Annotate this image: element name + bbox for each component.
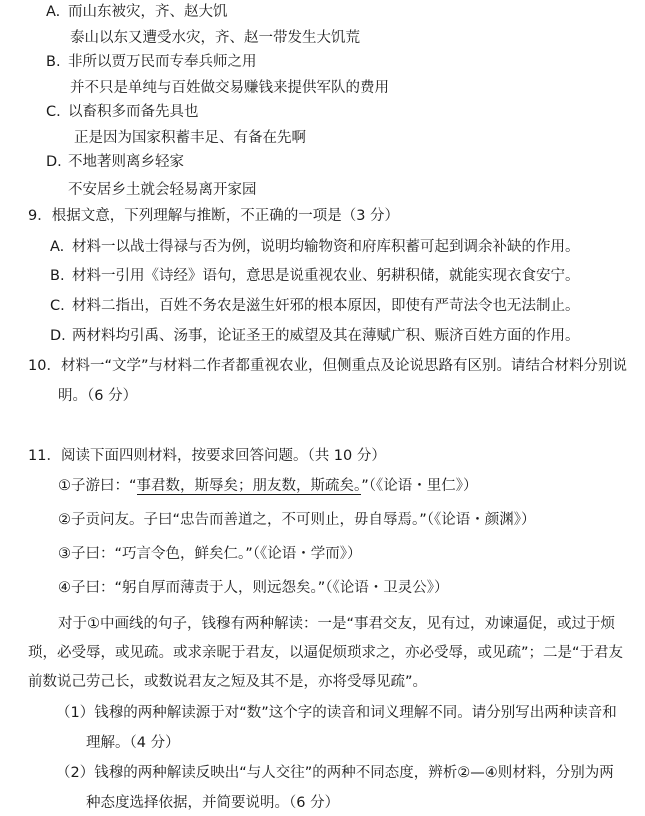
option-letter: B. xyxy=(50,268,65,284)
option-text: 以畜积多而备先具也 xyxy=(68,104,199,120)
q10-text-line2: 明。（6 分） xyxy=(58,388,138,404)
q9-option-a xyxy=(50,237,580,257)
q11-paragraph-line2: 琐，必受辱，或见疏。或求亲昵于君友，以逼促烦琐求之，亦必受辱，或见疏”；二是“于君友 xyxy=(28,645,624,661)
option-letter: D. xyxy=(50,328,66,344)
q8-option-a-gloss: 泰山以东又遭受水灾，齐、赵一带发生大饥荒 xyxy=(70,30,360,46)
q10-text-line1: 10．材料一“文学”与材料二作者都重视农业，但侧重点及论说思路有区别。请结合材料分别说 xyxy=(28,358,627,374)
q11-material-3 xyxy=(58,544,362,564)
q11-paragraph-line1: 对于①中画线的句子，钱穆有两种解读：一是“事君交友，见有过，劝谏逼促，或过于烦 xyxy=(58,616,616,632)
q11-sub1-line2: 理解。（4 分） xyxy=(86,735,180,751)
option-letter: D. xyxy=(46,154,62,170)
q8-option-d-gloss: 不安居乡土就会轻易离开家园 xyxy=(68,182,257,198)
option-letter: C. xyxy=(46,104,61,120)
q9-stem: 9．根据文意，下列理解与推断，不正确的一项是（3 分） xyxy=(28,208,400,224)
option-letter: C. xyxy=(50,298,65,314)
option-text: 而山东被灾，齐、赵大饥 xyxy=(68,4,228,20)
q11-material-2 xyxy=(58,510,536,530)
q11-sub1-line1: （1）钱穆的两种解读源于对“数”这个字的读音和词义理解不同。请分别写出两种读音和 xyxy=(56,705,617,721)
material-pre: 子曰：“躬自厚而薄责于人，则远怨矣。”（《论语・卫灵公》） xyxy=(71,580,449,596)
q9-option-d xyxy=(50,326,580,346)
q8-option-a xyxy=(46,2,228,22)
q11-sub2-line2: 种态度选择依据，并简要说明。（6 分） xyxy=(86,795,340,811)
q9-option-c xyxy=(50,296,580,316)
option-text: 不地著则离乡轻家 xyxy=(68,154,184,170)
material-pre: 子曰：“巧言令色，鲜矣仁。”（《论语・学而》） xyxy=(71,546,362,562)
material-post: ”（《论语・里仁》） xyxy=(361,478,478,494)
option-letter: A. xyxy=(46,4,61,20)
option-text: 材料一引用《诗经》语句，意思是说重视农业、躬耕积储，就能实现衣食安宁。 xyxy=(72,268,580,284)
q11-stem: 11．阅读下面四则材料，按要求回答问题。（共 10 分） xyxy=(28,448,386,464)
material-number: ④ xyxy=(58,580,71,596)
q8-option-d xyxy=(46,152,184,172)
material-number: ① xyxy=(58,478,71,494)
option-text: 材料一以战士得禄与否为例，说明均输物资和府库积蓄可起到调余补缺的作用。 xyxy=(72,239,580,255)
option-text: 材料二指出，百姓不务农是滋生奸邪的根本原因，即使有严苛法令也无法制止。 xyxy=(72,298,580,314)
material-number: ③ xyxy=(58,546,71,562)
q11-sub2-line1: （2）钱穆的两种解读反映出“与人交往”的两种不同态度，辨析②—④则材料，分别为两 xyxy=(56,765,614,781)
option-text: 两材料均引禹、汤事，论证圣王的威望及其在薄赋广积、赈济百姓方面的作用。 xyxy=(72,328,580,344)
material-underlined: 事君数，斯辱矣；朋友数，斯疏矣。 xyxy=(136,478,362,494)
option-letter: A. xyxy=(50,239,65,255)
q11-material-4 xyxy=(58,578,449,598)
q8-option-b-gloss: 并不只是单纯与百姓做交易赚钱来提供军队的费用 xyxy=(70,80,389,96)
q11-paragraph-line3: 前数说己劳己长，或数说君友之短及其不是，亦将受辱见疏”。 xyxy=(28,674,428,690)
option-text: 非所以贾万民而专奉兵师之用 xyxy=(68,54,257,70)
material-pre: 子贡问友。子曰“忠告而善道之，不可则止，毋自辱焉。”（《论语・颜渊》） xyxy=(71,512,536,528)
q9-option-b xyxy=(50,266,580,286)
material-number: ② xyxy=(58,512,71,528)
option-letter: B. xyxy=(46,54,61,70)
material-pre: 子游曰：“ xyxy=(71,478,137,494)
q8-option-b xyxy=(46,52,257,72)
q11-material-1 xyxy=(58,476,478,496)
q8-option-c-gloss: 正是因为国家积蓄丰足、有备在先啊 xyxy=(74,130,306,146)
q8-option-c xyxy=(46,102,199,122)
